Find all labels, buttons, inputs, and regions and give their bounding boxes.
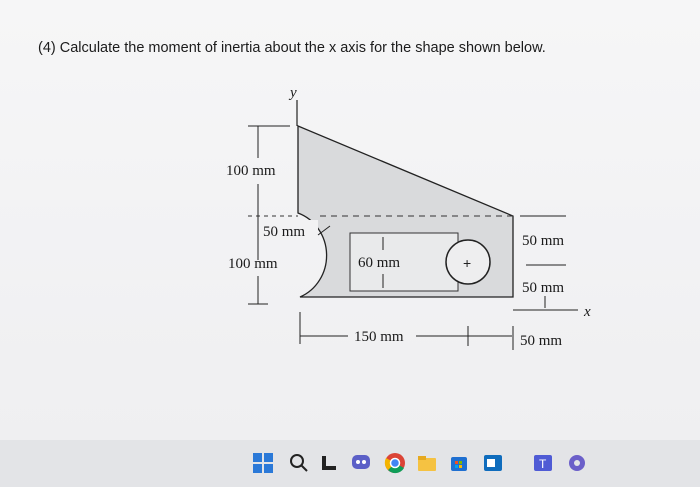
dimension-radius: 50 mm <box>263 224 306 240</box>
task-view-icon[interactable] <box>318 452 340 474</box>
chat-icon[interactable] <box>350 452 372 474</box>
y-axis-label: y <box>290 85 297 101</box>
outlook-icon[interactable] <box>482 452 504 474</box>
svg-text:T: T <box>539 457 547 471</box>
windows-start-icon[interactable] <box>252 452 274 474</box>
question-text: (4) Calculate the moment of inertia about the x axis for the shape shown below. <box>38 40 546 56</box>
chrome-icon[interactable] <box>384 452 406 474</box>
teams-icon[interactable] <box>532 452 554 474</box>
search-icon[interactable] <box>288 452 310 474</box>
taskbar <box>0 440 700 487</box>
store-icon[interactable] <box>448 452 470 474</box>
dimension-left-bottom: 100 mm <box>228 256 278 272</box>
dimension-hole-height: 60 mm <box>358 255 401 271</box>
x-axis-label: x <box>584 304 591 320</box>
file-explorer-icon[interactable] <box>416 452 438 474</box>
dimension-right-lower: 50 mm <box>522 280 565 296</box>
hole-center-mark: + <box>463 255 472 271</box>
dimension-bottom-50: 50 mm <box>520 333 563 349</box>
dimension-left-top: 100 mm <box>226 163 276 179</box>
settings-app-icon[interactable] <box>566 452 588 474</box>
dimension-bottom-150: 150 mm <box>354 329 404 345</box>
dimension-right-upper: 50 mm <box>522 233 565 249</box>
